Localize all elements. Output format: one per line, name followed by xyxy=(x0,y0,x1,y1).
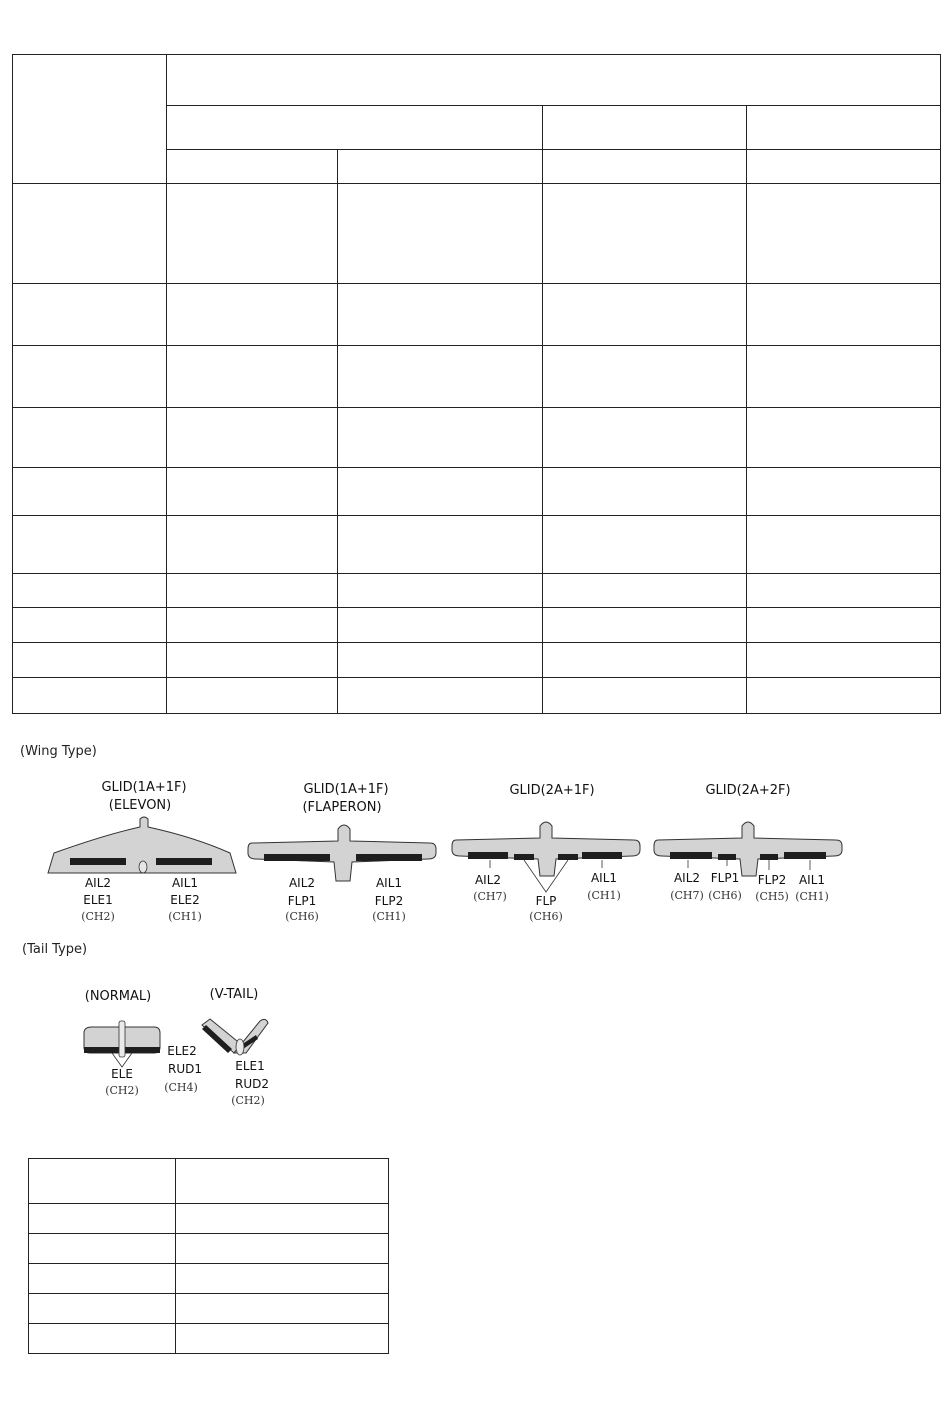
servo-label: AIL2 xyxy=(474,873,502,887)
servo-label: AIL2 xyxy=(673,871,701,885)
wing-title: GLID(2A+1F) xyxy=(509,783,595,798)
channel-label: (CH1) xyxy=(795,890,829,903)
channel-label: (CH6) xyxy=(529,910,563,923)
wing-subtitle: (FLAPERON) xyxy=(302,800,382,815)
table-header-cell xyxy=(338,150,543,184)
tail-title: (NORMAL) xyxy=(84,989,152,1004)
fin-shape xyxy=(139,861,147,873)
wing-type-label: (Wing Type) xyxy=(20,744,97,759)
wing-diagram-elevon xyxy=(44,775,244,925)
servo-label: FLP xyxy=(535,894,557,908)
table-row xyxy=(29,1264,389,1294)
wing-title: GLID(1A+1F) xyxy=(303,782,389,797)
fin-shape xyxy=(119,1021,125,1057)
table-row xyxy=(13,284,941,346)
control-surface xyxy=(718,854,736,860)
servo-label: ELE2 xyxy=(170,893,200,907)
control-surface xyxy=(558,854,578,860)
table-header-cell xyxy=(543,106,747,150)
channel-label: (CH6) xyxy=(708,889,742,902)
channel-label: (CH6) xyxy=(285,910,319,923)
channel-label: (CH1) xyxy=(168,910,202,923)
wing-diagram-2a2f xyxy=(650,778,850,928)
wing-diagram-2a1f xyxy=(448,778,648,928)
small-table xyxy=(28,1158,389,1354)
control-surface xyxy=(514,854,534,860)
table-row xyxy=(13,346,941,408)
control-surface xyxy=(156,858,212,865)
wing-shape xyxy=(654,822,842,876)
channel-label: (CH1) xyxy=(372,910,406,923)
servo-label: FLP1 xyxy=(710,871,740,885)
servo-label: FLP1 xyxy=(287,894,317,908)
servo-label: AIL1 xyxy=(375,876,403,890)
wing-title: GLID(2A+2F) xyxy=(705,783,791,798)
servo-label: ELE2 xyxy=(167,1044,197,1058)
control-surface xyxy=(264,854,330,861)
control-surface xyxy=(468,852,508,859)
servo-label: RUD1 xyxy=(168,1062,202,1076)
control-surface xyxy=(784,852,826,859)
settings-table xyxy=(12,54,941,714)
tail-title: (V-TAIL) xyxy=(209,987,259,1002)
servo-label: AIL1 xyxy=(798,873,826,887)
servo-label: ELE1 xyxy=(235,1059,265,1073)
table-header-cell xyxy=(747,106,941,150)
table-row xyxy=(29,1294,389,1324)
table-header-cell xyxy=(747,150,941,184)
control-surface xyxy=(582,852,622,859)
table-header-cell xyxy=(543,150,747,184)
control-surface xyxy=(760,854,778,860)
table-header-cell xyxy=(167,55,941,106)
table-row xyxy=(29,1234,389,1264)
channel-label: (CH5) xyxy=(755,890,789,903)
wing-title: GLID(1A+1F) xyxy=(101,780,187,795)
table-corner-cell xyxy=(13,55,167,184)
wing-shape xyxy=(452,822,640,876)
fuselage-tail xyxy=(236,1039,244,1055)
control-surface xyxy=(356,854,422,861)
channel-label: (CH2) xyxy=(81,910,115,923)
servo-label: AIL1 xyxy=(590,871,618,885)
table-row xyxy=(13,516,941,574)
channel-label: (CH2) xyxy=(231,1094,265,1107)
channel-label: (CH7) xyxy=(670,889,704,902)
table-row xyxy=(13,643,941,678)
wing-shape xyxy=(248,825,436,881)
table-row xyxy=(13,574,941,608)
table-row xyxy=(13,608,941,643)
servo-label: AIL1 xyxy=(171,876,199,890)
table-header-cell xyxy=(167,150,338,184)
tail-diagram-vtail xyxy=(160,983,290,1113)
servo-label: FLP2 xyxy=(374,894,404,908)
table-row xyxy=(29,1324,389,1354)
table-row xyxy=(13,678,941,714)
control-surface xyxy=(70,858,126,865)
table-row xyxy=(29,1204,389,1234)
servo-label: FLP2 xyxy=(757,873,787,887)
wing-diagram-flaperon xyxy=(246,777,446,927)
table-row xyxy=(29,1159,389,1204)
servo-label: RUD2 xyxy=(235,1077,269,1091)
tail-type-label: (Tail Type) xyxy=(22,942,88,957)
channel-label: (CH1) xyxy=(587,889,621,902)
table-row xyxy=(13,184,941,284)
servo-label: ELE xyxy=(111,1067,133,1081)
wing-subtitle: (ELEVON) xyxy=(108,798,172,813)
servo-label: AIL2 xyxy=(288,876,316,890)
servo-label: ELE1 xyxy=(83,893,113,907)
control-surface xyxy=(670,852,712,859)
channel-label: (CH4) xyxy=(164,1081,198,1094)
table-row xyxy=(13,408,941,468)
table-row xyxy=(13,468,941,516)
channel-label: (CH7) xyxy=(473,890,507,903)
table-header-cell xyxy=(167,106,543,150)
channel-label: (CH2) xyxy=(105,1084,139,1097)
servo-label: AIL2 xyxy=(84,876,112,890)
